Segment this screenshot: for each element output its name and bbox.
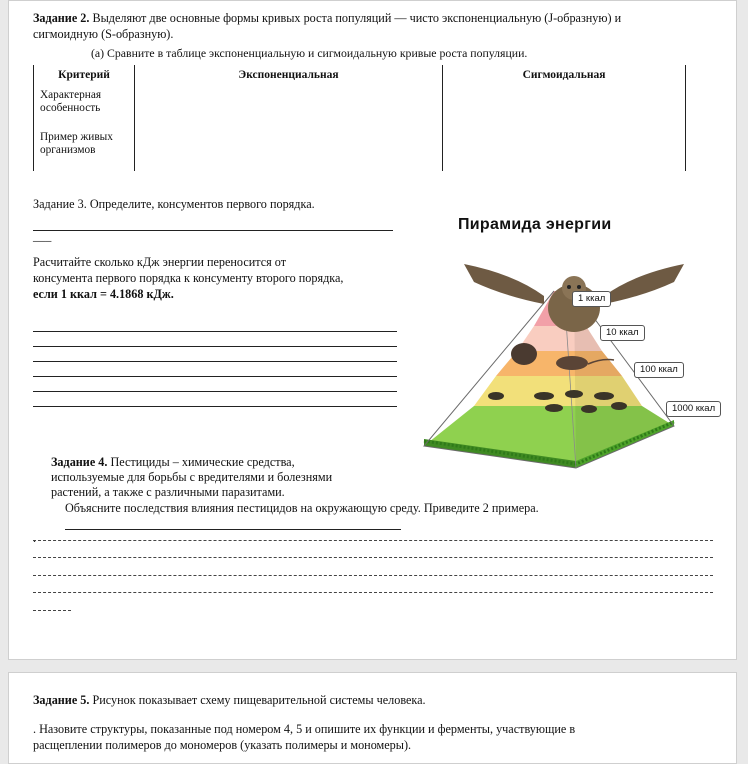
answer-line[interactable] xyxy=(33,391,397,392)
comparison-table xyxy=(33,65,686,171)
pyramid-label-10: 10 ккал xyxy=(600,325,645,341)
cell-exponential-feature[interactable] xyxy=(135,87,443,125)
table-header-exponential: Экспоненциальная xyxy=(135,65,443,87)
answer-line[interactable] xyxy=(33,230,393,231)
worksheet-page-1 xyxy=(8,0,737,660)
rat-icon xyxy=(556,356,588,370)
task2-line2: сигмоидную (S-образную). xyxy=(33,27,174,41)
dashed-answer-line[interactable] xyxy=(33,557,713,558)
pyramid-label-1: 1 ккал xyxy=(572,291,611,307)
task3-dash: ___ xyxy=(33,229,52,243)
owl-right-wing xyxy=(604,264,684,304)
task2-subquestion: (а) Сравните в таблице экспоненциальную и сигмоидальную кривые роста популяции. xyxy=(91,46,528,60)
task3-para3: если 1 ккал = 4.1868 кДж. xyxy=(33,287,174,301)
task5-line3: расщеплении полимеров до мономеров (указать полимеры и мономеры). xyxy=(33,738,412,752)
owl-left-wing xyxy=(464,264,544,304)
cell-sigmoid-feature[interactable] xyxy=(443,87,686,125)
task5-line2: . Назовите структуры, показанные под номером 4, 5 и опишите их функции и ферменты, участвующие в xyxy=(33,722,576,736)
answer-line[interactable] xyxy=(33,406,397,407)
task3-para1: Расчитайте сколько кДж энергии переносится от xyxy=(33,255,287,269)
task2-text: Выделяют две основные формы кривых роста популяций — чисто экспоненциальную (J-образную) и xyxy=(89,11,622,25)
energy-pyramid xyxy=(404,246,734,471)
answer-line[interactable] xyxy=(65,529,401,530)
task4-text: Пестициды – химические средства, xyxy=(107,455,295,469)
dashed-answer-line[interactable] xyxy=(33,592,713,593)
row-label-feature: Характерная особенность xyxy=(34,87,135,125)
worksheet-page-2 xyxy=(8,672,737,764)
answer-line[interactable] xyxy=(33,361,397,362)
cell-exponential-examples[interactable] xyxy=(135,125,443,171)
pyramid-title: Пирамида энергии xyxy=(458,216,612,233)
pyramid-label-100: 100 ккал xyxy=(634,362,684,378)
task4-line2: используемые для борьбы с вредителями и болезнями xyxy=(51,470,333,484)
row-label-examples: Пример живых организмов xyxy=(34,125,135,171)
answer-line[interactable] xyxy=(33,331,397,332)
task4-line1 xyxy=(51,455,295,470)
task3-para2: консумента первого порядка к консументу второго порядка, xyxy=(33,271,344,285)
dashed-answer-line[interactable] xyxy=(33,575,713,576)
table-row xyxy=(34,125,686,171)
task5-text: Рисунок показывает схему пищеварительной системы человека. xyxy=(89,693,426,707)
table-row xyxy=(34,87,686,125)
task2-line1 xyxy=(33,11,621,26)
dot-mark: . xyxy=(33,531,37,545)
task5-heading: Задание 5. xyxy=(33,693,90,707)
task4-heading: Задание 4. xyxy=(51,455,108,469)
dashed-answer-line[interactable] xyxy=(33,610,71,611)
cell-sigmoid-examples[interactable] xyxy=(443,125,686,171)
dashed-answer-line[interactable] xyxy=(33,540,713,541)
task3-title: Задание 3. Определите, консументов первого порядка. xyxy=(33,197,315,211)
answer-line[interactable] xyxy=(33,346,397,347)
task4-line3: растений, а также с различными паразитами. xyxy=(51,485,285,499)
table-header-sigmoid: Сигмоидальная xyxy=(443,65,686,87)
task5-line1 xyxy=(33,693,426,708)
pyramid-label-1000: 1000 ккал xyxy=(666,401,721,417)
task4-question: Объясните последствия влияния пестицидов на окружающую среду. Приведите 2 примера. xyxy=(65,501,539,515)
answer-line[interactable] xyxy=(33,376,397,377)
task2-heading: Задание 2. xyxy=(33,11,90,25)
rat-icon xyxy=(511,343,537,365)
table-header-criterion: Критерий xyxy=(34,65,135,87)
